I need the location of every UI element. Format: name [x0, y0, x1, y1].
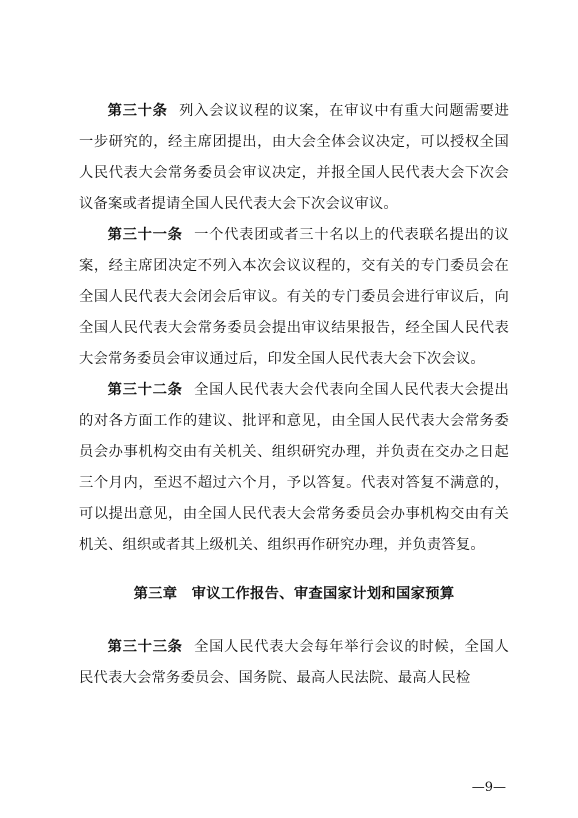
article-33 [79, 632, 509, 694]
article-30 [79, 96, 509, 220]
chapter-title: 审议工作报告、审查国家计划和国家预算 [191, 586, 455, 602]
article-text: 一个代表团或者三十名以上的代表联名提出的议案，经主席团决定不列入本次会议议程的，交有关的专门委员会在全国人民代表大会闭会后审议。有关的专门委员会进行审议后，向全国人民代表大会常务委员会提出审议结果报告，经全国人民代表大会常务委员会审议通过后，印发全国人民代表大会下次会议。 [79, 227, 509, 367]
article-heading: 第三十一条 [107, 227, 183, 243]
article-text: 全国人民代表大会每年举行会议的时候，全国人民代表大会常务委员会、国务院、最高人民法院、最高人民检 [79, 639, 509, 686]
article-32 [79, 375, 509, 561]
article-31 [79, 220, 509, 375]
page-content [79, 96, 509, 694]
chapter-heading [79, 579, 509, 610]
chapter-number: 第三章 [133, 586, 178, 602]
page-number: —9— [471, 780, 506, 795]
article-heading: 第三十三条 [107, 639, 183, 655]
article-text: 列入会议议程的议案，在审议中有重大问题需要进一步研究的，经主席团提出，由大会全体会议决定，可以授权全国人民代表大会常务委员会审议决定，并报全国人民代表大会下次会议备案或者提请全国人民代表大会下次会议审议。 [79, 103, 509, 212]
article-text: 全国人民代表大会代表向全国人民代表大会提出的对各方面工作的建议、批评和意见，由全国人民代表大会常务委员会办事机构交由有关机关、组织研究办理，并负责在交办之日起三个月内，至迟不超过六个月，予以答复。代表对答复不满意的，可以提出意见，由全国人民代表大会常务委员会办事机构交由有关机关、组织或者其上级机关、组织再作研究办理，并负责答复。 [79, 382, 509, 553]
article-heading: 第三十条 [107, 103, 168, 119]
article-heading: 第三十二条 [107, 382, 183, 398]
